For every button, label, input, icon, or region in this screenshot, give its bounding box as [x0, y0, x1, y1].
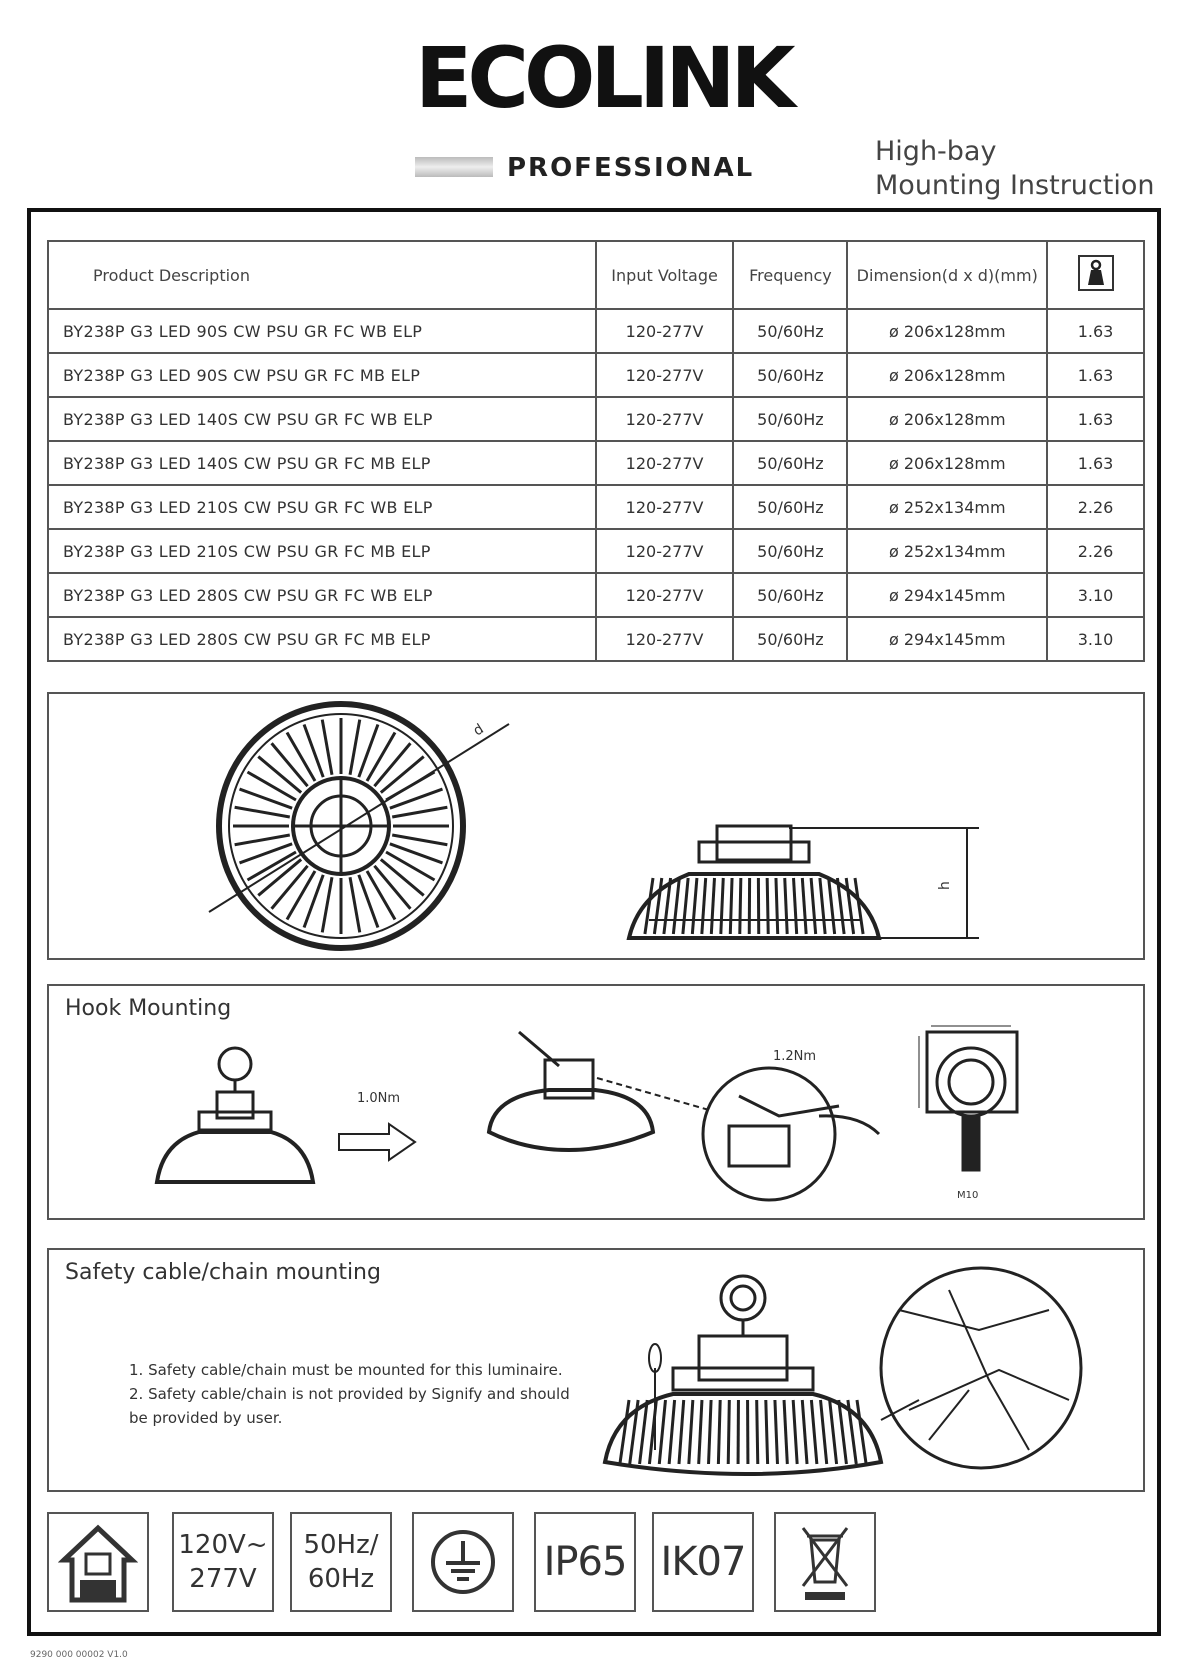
table-row: BY238P G3 LED 210S CW PSU GR FC MB ELP 120-277V 50/60Hz ø 252x134mm 2.26	[48, 529, 1144, 573]
hook-mounting-drawing	[49, 986, 1143, 1218]
arrow-note: 1.0Nm	[357, 1091, 401, 1106]
crossed-bin-icon	[795, 1522, 855, 1602]
spec-table	[47, 240, 1145, 662]
header-description: Product Description	[48, 241, 596, 309]
brand-logo	[415, 29, 795, 183]
table-row: BY238P G3 LED 140S CW PSU GR FC WB ELP 120-277V 50/60Hz ø 206x128mm 1.63	[48, 397, 1144, 441]
voltage-line-1: 120V~	[178, 1530, 268, 1560]
safety-note-2: 2. Safety cable/chain is not provided by Signify and should be provided by user.	[129, 1385, 570, 1427]
header-dimension: Dimension(d x d)(mm)	[847, 241, 1047, 309]
table-row: BY238P G3 LED 90S CW PSU GR FC WB ELP 120-277V 50/60Hz ø 206x128mm 1.63	[48, 309, 1144, 353]
table-row: BY238P G3 LED 90S CW PSU GR FC MB ELP 120-277V 50/60Hz ø 206x128mm 1.63	[48, 353, 1144, 397]
table-header-row	[48, 241, 1144, 309]
earth-ground-symbol	[412, 1512, 514, 1612]
header-frequency: Frequency	[733, 241, 847, 309]
header-voltage: Input Voltage	[596, 241, 734, 309]
arrow-right-icon	[339, 1124, 415, 1160]
footer-code: 9290 000 00002 V1.0	[30, 1650, 128, 1660]
voltage-symbol	[172, 1512, 274, 1612]
weight-icon	[1076, 253, 1116, 293]
dimension-h-label: h	[937, 881, 953, 890]
safety-note-1: 1. Safety cable/chain must be mounted for this luminaire.	[129, 1361, 563, 1379]
indoor-use-symbol	[47, 1512, 149, 1612]
ik-rating: IK07	[660, 1539, 746, 1585]
brand-sub: PROFESSIONAL	[507, 153, 755, 183]
weee-symbol	[774, 1512, 876, 1612]
safety-cable-title: Safety cable/chain mounting	[65, 1260, 381, 1285]
document-title	[875, 135, 1154, 203]
table-row: BY238P G3 LED 140S CW PSU GR FC MB ELP 120-277V 50/60Hz ø 206x128mm 1.63	[48, 441, 1144, 485]
torque-note: 1.2Nm	[773, 1049, 817, 1064]
header-weight	[1047, 241, 1144, 309]
table-row: BY238P G3 LED 280S CW PSU GR FC MB ELP 120-277V 50/60Hz ø 294x145mm 3.10	[48, 617, 1144, 661]
table-row: BY238P G3 LED 210S CW PSU GR FC WB ELP 120-277V 50/60Hz ø 252x134mm 2.26	[48, 485, 1144, 529]
ik-rating-symbol	[652, 1512, 754, 1612]
dimension-d-label: d	[470, 721, 487, 740]
ip-rating: IP65	[543, 1539, 627, 1585]
dimension-panel	[47, 692, 1145, 960]
fixture-top-view	[209, 704, 509, 948]
hook-mounting-panel	[47, 984, 1145, 1220]
safety-cable-panel	[47, 1248, 1145, 1492]
frequency-line-1: 50Hz/	[303, 1530, 379, 1560]
safety-detail-circle	[881, 1268, 1081, 1468]
voltage-line-2: 277V	[189, 1564, 257, 1594]
brand-name: ECOLINK	[415, 29, 791, 127]
hook-eye-detail	[919, 1026, 1017, 1170]
logo-bar	[415, 157, 493, 177]
hook-detail-circle	[703, 1068, 879, 1200]
hook-size: M10	[957, 1190, 979, 1201]
table-row: BY238P G3 LED 280S CW PSU GR FC WB ELP 120-277V 50/60Hz ø 294x145mm 3.10	[48, 573, 1144, 617]
hook-mounting-title: Hook Mounting	[65, 996, 232, 1021]
hook-fixture-1	[157, 1048, 313, 1182]
fixture-side-view	[629, 826, 879, 938]
dimension-drawing	[49, 694, 1143, 958]
frequency-symbol	[290, 1512, 392, 1612]
safety-fixture	[605, 1276, 881, 1474]
title-line-2: Mounting Instruction	[875, 170, 1155, 201]
frequency-line-2: 60Hz	[307, 1564, 375, 1594]
house-icon	[58, 1520, 138, 1604]
safety-cable-drawing	[49, 1250, 1143, 1490]
hook-fixture-2	[489, 1032, 653, 1150]
ground-icon	[428, 1527, 498, 1597]
title-line-1: High-bay	[875, 136, 997, 167]
ip-rating-symbol	[534, 1512, 636, 1612]
